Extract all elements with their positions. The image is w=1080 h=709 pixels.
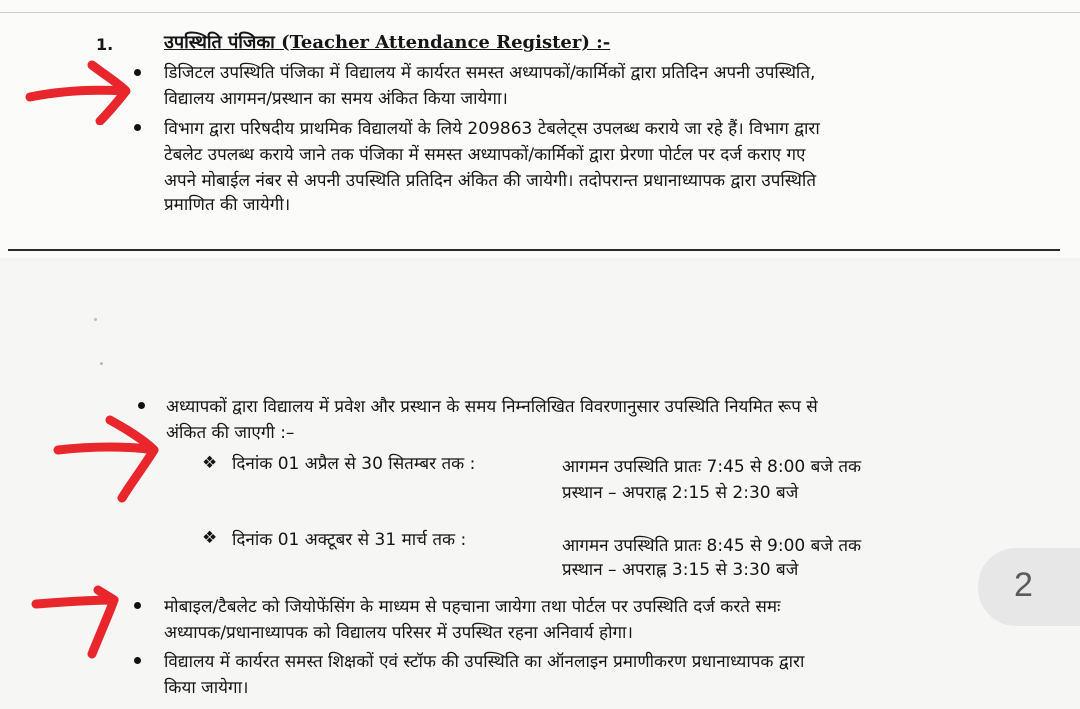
section-title: उपस्थिति पंजिका (Teacher Attendance Register) :- (164, 32, 611, 53)
paragraph-line: किया जायेगा। (164, 678, 249, 698)
diamond-bullet-icon: ❖ (202, 528, 218, 548)
paragraph-line: अध्यापक/प्रधानाध्यापक को विद्यालय परिसर में उपस्थित रहना अनिवार्य होगा। (164, 623, 633, 643)
paragraph-line: अंकित की जाएगी :– (166, 423, 295, 443)
diamond-bullet-icon: ❖ (202, 453, 218, 473)
schedule-arrival: आगमन उपस्थिति प्रातः 7:45 से 8:00 बजे तक (562, 457, 862, 477)
paragraph-line: टेबलेट उपलब्ध कराये जाने तक पंजिका में समस्त अध्यापकों/कार्मिकों द्वारा प्रेरणा पोर्टल पर दर्ज कराए गए (164, 145, 806, 165)
red-arrow-icon (28, 582, 128, 662)
paragraph-line: अध्यापकों द्वारा विद्यालय में प्रवेश और प्रस्थान के समय निम्नलिखित विवरणानुसार उपस्थिति नियमित रूप से (166, 397, 818, 417)
paragraph-line: मोबाइल/टैबलेट को जियोफेंसिंग के माध्यम से पहचाना जायेगा तथा पोर्टल पर उपस्थिति दर्ज करते समः (164, 597, 781, 617)
bullet-icon (134, 657, 141, 664)
scan-speck (100, 362, 103, 365)
paragraph-line: विभाग द्वारा परिषदीय प्राथमिक विद्यालयों के लिये 209863 टेबलेट्स उपलब्ध कराये जा रहे हैं। विभाग द्वारा (164, 119, 820, 139)
schedule-arrival: आगमन उपस्थिति प्रातः 8:45 से 9:00 बजे तक (562, 536, 862, 556)
bullet-icon (134, 124, 141, 131)
paragraph-line: अपने मोबाईल नंबर से अपनी उपस्थिति प्रतिदिन अंकित की जायेगी। तदोपरान्त प्रधानाध्यापक द्वारा उपस्थिति (164, 171, 817, 191)
section-number: 1. (96, 35, 114, 54)
schedule-period: दिनांक 01 अप्रैल से 30 सितम्बर तक : (232, 454, 476, 474)
page-number: 2 (1014, 566, 1033, 604)
scan-speck (94, 318, 97, 321)
paragraph-line: डिजिटल उपस्थिति पंजिका में विद्यालय में कार्यरत समस्त अध्यापकों/कार्मिकों द्वारा प्रतिदिन अपनी उपस्थिति, (164, 63, 816, 83)
red-arrow-icon (48, 412, 168, 504)
schedule-departure: प्रस्थान – अपराह्न 2:15 से 2:30 बजे (562, 483, 799, 503)
section-divider (8, 249, 1060, 251)
schedule-departure: प्रस्थान – अपराह्न 3:15 से 3:30 बजे (562, 560, 799, 580)
paragraph-line: विद्यालय में कार्यरत समस्त शिक्षकों एवं स्टॉफ की उपस्थिति का ऑनलाइन प्रमाणीकरण प्रधानाध्यापक द्वारा (164, 652, 805, 672)
paragraph-line: प्रमाणित की जायेगी। (164, 195, 291, 215)
page-edge-line (0, 12, 1080, 13)
red-arrow-icon (20, 55, 140, 125)
bullet-icon (138, 402, 145, 409)
bullet-icon (134, 602, 141, 609)
schedule-period: दिनांक 01 अक्टूबर से 31 मार्च तक : (232, 530, 467, 550)
paragraph-line: विद्यालय आगमन/प्रस्थान का समय अंकित किया जायेगा। (164, 89, 508, 109)
